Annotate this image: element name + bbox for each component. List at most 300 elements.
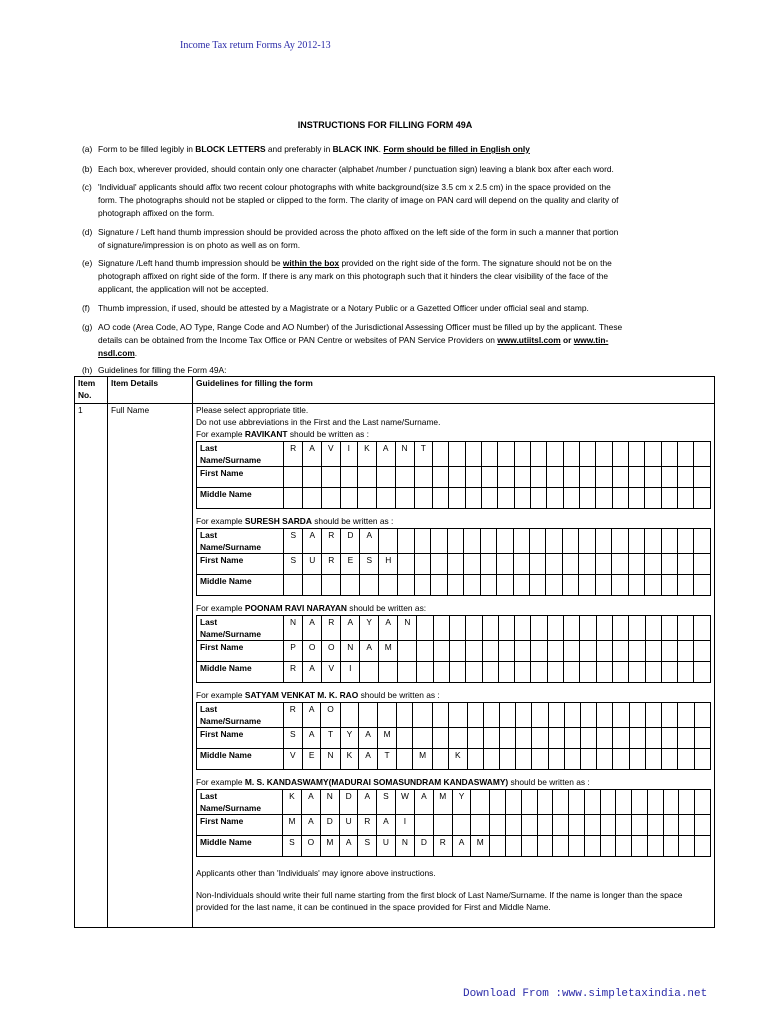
grid-cell: [414, 467, 433, 488]
grid-cell: [600, 790, 616, 815]
grid-cell: [465, 442, 481, 467]
grid-cell: O: [301, 836, 320, 857]
instruction-d: (d) Signature / Left hand thumb impression should be provided across the photo affixed on the left side of the form in such a manner that portion of signature/impression is on photo as well as on form.: [82, 227, 619, 250]
grid-label-last: Last Name/Surname: [197, 529, 284, 554]
grid-cell: [506, 815, 522, 836]
grid-cell: [537, 836, 553, 857]
grid-cell: [432, 703, 448, 728]
grid-cell: [447, 529, 463, 554]
grid-cell: [563, 467, 579, 488]
grid-cell: [500, 703, 516, 728]
grid-cell: [645, 641, 661, 662]
grid-cell: A: [303, 529, 322, 554]
grid-cell: [548, 728, 564, 749]
example-intro: For example SURESH SARDA should be written as :: [196, 516, 394, 526]
grid-label-middle: Middle Name: [197, 662, 284, 683]
grid-row-middle: [197, 749, 711, 770]
grid-cell: [569, 815, 585, 836]
grid-cell: [661, 529, 677, 554]
grid-cell: [322, 575, 341, 596]
grid-cell: [471, 815, 490, 836]
grid-cell: U: [377, 836, 396, 857]
grid-cell: T: [414, 442, 433, 467]
grid-cell: [303, 488, 322, 509]
grid-cell: [417, 616, 433, 641]
grid-cell: [498, 442, 514, 467]
grid-row-first: [197, 467, 711, 488]
grid-cell: [449, 467, 465, 488]
grid-cell: [466, 662, 482, 683]
grid-cell: A: [358, 790, 377, 815]
grid-cell: K: [340, 749, 359, 770]
grid-cell: [531, 467, 547, 488]
grid-cell: [464, 554, 480, 575]
grid-cell: [303, 575, 322, 596]
grid-label-middle: Middle Name: [197, 575, 284, 596]
grid-cell: V: [321, 442, 340, 467]
grid-cell: [584, 836, 600, 857]
grid-cell: [482, 467, 498, 488]
grid-cell: [433, 488, 449, 509]
grid-cell: [480, 575, 496, 596]
grid-cell: [448, 703, 467, 728]
grid-cell: R: [284, 662, 303, 683]
examples: [196, 428, 711, 857]
grid-label-first: First Name: [197, 554, 284, 575]
grid-cell: [449, 641, 465, 662]
grid-cell: [645, 749, 661, 770]
example-intro: For example POONAM RAVI NARAYAN should be written as:: [196, 603, 427, 613]
grid-cell: K: [358, 442, 377, 467]
grid-cell: [417, 641, 433, 662]
grid-cell: [497, 554, 513, 575]
grid-cell: [629, 703, 645, 728]
grid-cell: [596, 616, 612, 641]
grid-cell: [498, 467, 514, 488]
grid-cell: A: [303, 616, 322, 641]
grid-cell: O: [303, 641, 322, 662]
grid-cell: [662, 749, 678, 770]
grid-cell: [597, 703, 613, 728]
grid-cell: [581, 749, 597, 770]
grid-cell: A: [360, 529, 379, 554]
grid-cell: [431, 554, 447, 575]
grid-cell: N: [395, 442, 414, 467]
grid-cell: K: [282, 790, 301, 815]
grid-cell: [678, 641, 694, 662]
grid-cell: [433, 641, 449, 662]
grid-cell: R: [322, 529, 341, 554]
grid-cell: [596, 662, 612, 683]
grid-cell: [612, 529, 628, 554]
grid-cell: [513, 529, 529, 554]
grid-cell: [678, 662, 694, 683]
grid-cell: [466, 616, 482, 641]
example-name-grid: [196, 441, 711, 509]
grid-cell: [546, 575, 562, 596]
grid-cell: [480, 529, 496, 554]
grid-cell: [358, 488, 377, 509]
grid-cell: P: [284, 641, 303, 662]
grid-cell: [600, 836, 616, 857]
instruction-h: (h) Guidelines for filling the Form 49A:: [82, 365, 227, 375]
grid-row-last: [197, 529, 711, 554]
grid-cell: [616, 790, 632, 815]
grid-cell: [464, 575, 480, 596]
grid-cell: [628, 529, 644, 554]
grid-cell: [678, 442, 694, 467]
grid-cell: [694, 641, 711, 662]
grid-label-middle: Middle Name: [197, 749, 284, 770]
table-row: [75, 404, 715, 928]
tin-nsdl-link[interactable]: www.tin-: [573, 335, 609, 345]
grid-cell: [597, 728, 613, 749]
grid-cell: [500, 749, 516, 770]
grid-cell: [678, 488, 694, 509]
grid-cell: [645, 467, 661, 488]
grid-cell: [580, 662, 596, 683]
grid-cell: [490, 836, 506, 857]
grid-cell: [663, 790, 679, 815]
grid-cell: K: [448, 749, 467, 770]
grid-cell: [679, 836, 695, 857]
col-item-details: Item Details: [108, 377, 193, 404]
grid-cell: A: [376, 442, 395, 467]
grid-cell: [464, 529, 480, 554]
grid-cell: [531, 662, 547, 683]
utiitsl-link[interactable]: www.utiitsl.com: [497, 335, 561, 345]
grid-cell: [431, 575, 447, 596]
grid-cell: A: [377, 815, 396, 836]
grid-cell: [449, 662, 465, 683]
grid-cell: [678, 616, 694, 641]
grid-cell: [433, 662, 449, 683]
grid-cell: [376, 488, 395, 509]
grid-cell: [584, 790, 600, 815]
grid-label-last: Last Name/Surname: [197, 616, 284, 641]
grid-cell: [661, 616, 677, 641]
grid-cell: [581, 703, 597, 728]
grid-cell: [564, 641, 580, 662]
page-title: INSTRUCTIONS FOR FILLING FORM 49A: [297, 120, 473, 130]
grid-cell: [632, 836, 648, 857]
grid-cell: [694, 703, 711, 728]
grid-cell: [629, 749, 645, 770]
grid-cell: [564, 616, 580, 641]
grid-cell: [497, 575, 513, 596]
grid-cell: [678, 529, 694, 554]
grid-cell: N: [395, 836, 414, 857]
grid-cell: [466, 641, 482, 662]
grid-cell: [661, 575, 677, 596]
grid-cell: [513, 554, 529, 575]
grid-cell: R: [284, 442, 303, 467]
grid-cell: A: [359, 728, 378, 749]
grid-cell: [645, 529, 661, 554]
grid-cell: [678, 554, 694, 575]
grid-cell: [662, 703, 678, 728]
grid-cell: [515, 641, 531, 662]
grid-cell: [413, 703, 432, 728]
grid-cell: H: [379, 554, 398, 575]
grid-cell: A: [341, 616, 360, 641]
footer-download-link[interactable]: Download From :www.simpletaxindia.net: [463, 988, 708, 1000]
grid-cell: [321, 467, 340, 488]
grid-cell: D: [320, 815, 339, 836]
grid-cell: [482, 662, 498, 683]
grid-cell: [694, 554, 711, 575]
grid-cell: [580, 488, 596, 509]
grid-cell: [449, 616, 465, 641]
grid-cell: [581, 728, 597, 749]
grid-cell: M: [413, 749, 432, 770]
grid-cell: [480, 554, 496, 575]
grid-cell: [377, 703, 396, 728]
grid-cell: A: [301, 815, 320, 836]
grid-cell: A: [359, 749, 378, 770]
grid-cell: [596, 467, 612, 488]
grid-cell: [694, 467, 711, 488]
grid-cell: [358, 467, 377, 488]
grid-cell: [398, 529, 414, 554]
grid-cell: R: [322, 554, 341, 575]
grid-cell: [663, 836, 679, 857]
grid-cell: [579, 554, 595, 575]
grid-cell: [678, 728, 694, 749]
grid-cell: R: [433, 836, 452, 857]
grid-cell: [414, 554, 430, 575]
grid-cell: [482, 442, 498, 467]
grid-cell: [341, 575, 360, 596]
grid-cell: [417, 662, 433, 683]
grid-cell: R: [283, 703, 302, 728]
grid-label-first: First Name: [197, 641, 284, 662]
grid-cell: [303, 467, 322, 488]
grid-cell: [584, 815, 600, 836]
grid-cell: [612, 575, 628, 596]
grid-cell: A: [302, 703, 321, 728]
grid-cell: [612, 641, 628, 662]
col-guidelines: Guidelines for filling the form: [193, 377, 715, 404]
grid-cell: [498, 616, 514, 641]
grid-cell: [645, 728, 661, 749]
grid-cell: [376, 467, 395, 488]
grid-cell: [596, 488, 612, 509]
grid-cell: [483, 703, 499, 728]
grid-cell: [612, 467, 628, 488]
grid-row-middle: [197, 575, 711, 596]
grid-cell: [359, 703, 378, 728]
grid-cell: W: [395, 790, 414, 815]
grid-cell: [662, 728, 678, 749]
guideline-line: Please select appropriate title.: [196, 405, 309, 415]
grid-row-first: [197, 728, 711, 749]
grid-cell: R: [358, 815, 377, 836]
grid-cell: [547, 641, 563, 662]
grid-cell: [529, 529, 545, 554]
grid-cell: [661, 554, 677, 575]
grid-cell: [471, 790, 490, 815]
grid-cell: [547, 467, 563, 488]
grid-cell: [564, 728, 580, 749]
grid-cell: [548, 749, 564, 770]
grid-cell: M: [320, 836, 339, 857]
grid-cell: [490, 815, 506, 836]
grid-cell: D: [339, 790, 358, 815]
grid-cell: [414, 529, 430, 554]
instruction-b: (b) Each box, wherever provided, should contain only one character (alphabet /number / punctuation sign) leaving a blank box after each word.: [82, 164, 614, 174]
grid-cell: [547, 488, 563, 509]
grid-cell: [532, 749, 548, 770]
grid-cell: M: [433, 790, 452, 815]
grid-cell: S: [284, 529, 303, 554]
grid-cell: [546, 529, 562, 554]
grid-cell: [379, 662, 398, 683]
grid-cell: A: [360, 641, 379, 662]
grid-cell: [448, 728, 467, 749]
grid-cell: [482, 616, 498, 641]
grid-cell: [595, 529, 611, 554]
grid-row-middle: [197, 662, 711, 683]
grid-cell: [498, 662, 514, 683]
guideline-line: Do not use abbreviations in the First and the Last name/Surname.: [196, 417, 441, 427]
grid-cell: [516, 728, 532, 749]
grid-cell: [647, 836, 663, 857]
grid-label-first: First Name: [197, 467, 284, 488]
grid-label-last: Last Name/Surname: [197, 442, 284, 467]
grid-cell: [645, 554, 661, 575]
grid-row-middle: [197, 488, 711, 509]
grid-cell: [596, 442, 612, 467]
grid-cell: [531, 641, 547, 662]
grid-cell: A: [339, 836, 358, 857]
grid-cell: [397, 728, 413, 749]
grid-cell: [661, 662, 677, 683]
grid-cell: [613, 728, 629, 749]
tin-nsdl-link-cont[interactable]: nsdl.com: [98, 348, 135, 358]
grid-cell: [432, 728, 448, 749]
grid-cell: [516, 703, 532, 728]
grid-cell: [506, 836, 522, 857]
grid-cell: [498, 488, 514, 509]
grid-cell: M: [282, 815, 301, 836]
grid-cell: [340, 703, 359, 728]
instruction-c: (c) 'Individual' applicants should affix two recent colour photographs with white background(size 3.5 cm x 2.5 cm) in the space provided on the form. The photographs should not be stapled or clipped to the form. The clarity of image on PAN card will depend on the quality and clarity of photograph affixed on the form.: [82, 182, 619, 218]
grid-cell: [284, 575, 303, 596]
grid-cell: [379, 529, 398, 554]
grid-cell: N: [341, 641, 360, 662]
grid-cell: [564, 749, 580, 770]
grid-cell: [547, 616, 563, 641]
example-name-grid: [196, 615, 711, 683]
grid-cell: [447, 575, 463, 596]
grid-cell: [632, 815, 648, 836]
grid-cell: [465, 467, 481, 488]
grid-cell: [661, 641, 677, 662]
grid-cell: [431, 529, 447, 554]
grid-cell: [498, 641, 514, 662]
grid-cell: [452, 815, 470, 836]
grid-cell: [647, 790, 663, 815]
grid-cell: A: [415, 790, 434, 815]
grid-cell: [563, 442, 579, 467]
grid-cell: T: [377, 749, 396, 770]
grid-cell: [482, 488, 498, 509]
example-block: [196, 776, 711, 857]
grid-cell: [678, 575, 694, 596]
grid-cell: [629, 467, 645, 488]
example-block: [196, 602, 711, 683]
grid-cell: [532, 703, 548, 728]
grid-cell: O: [322, 641, 341, 662]
grid-cell: D: [415, 836, 434, 857]
grid-cell: [595, 575, 611, 596]
instruction-g: (g) AO code (Area Code, AO Type, Range Code and AO Number) of the Jurisdictional Assessing Officer must be filled up by the applicant. These details can be obtained from the Income Tax Office or PAN Centre or websites of PAN Service Providers on www.utiitsl.com or www.tin- nsdl.com.: [82, 322, 623, 358]
grid-cell: [629, 442, 645, 467]
grid-label-first: First Name: [197, 728, 284, 749]
grid-cell: [695, 836, 711, 857]
grid-cell: [379, 575, 398, 596]
grid-cell: S: [360, 554, 379, 575]
grid-cell: [629, 488, 645, 509]
grid-cell: U: [339, 815, 358, 836]
grid-cell: [397, 703, 413, 728]
grid-cell: [661, 442, 677, 467]
grid-cell: [597, 749, 613, 770]
grid-cell: Y: [340, 728, 359, 749]
grid-cell: I: [395, 815, 414, 836]
grid-cell: [515, 616, 531, 641]
grid-cell: [616, 836, 632, 857]
grid-cell: [433, 442, 449, 467]
grid-cell: [514, 488, 530, 509]
grid-cell: [360, 662, 379, 683]
header-link[interactable]: Income Tax return Forms Ay 2012-13: [180, 40, 331, 51]
grid-cell: [679, 790, 695, 815]
grid-label-last: Last Name/Surname: [197, 790, 283, 815]
grid-cell: [447, 554, 463, 575]
grid-row-first: [197, 815, 711, 836]
grid-cell: [516, 749, 532, 770]
grid-cell: [497, 529, 513, 554]
grid-cell: A: [303, 662, 322, 683]
grid-cell: [695, 815, 711, 836]
grid-cell: [467, 728, 483, 749]
grid-cell: [679, 815, 695, 836]
grid-cell: [694, 749, 711, 770]
grid-cell: [397, 749, 413, 770]
grid-cell: [694, 728, 711, 749]
grid-cell: [612, 488, 628, 509]
grid-cell: V: [283, 749, 302, 770]
grid-cell: [612, 554, 628, 575]
grid-cell: [596, 641, 612, 662]
grid-cell: [433, 467, 449, 488]
grid-cell: [360, 575, 379, 596]
grid-cell: [500, 728, 516, 749]
grid-cell: [562, 529, 578, 554]
grid-cell: [532, 728, 548, 749]
grid-cell: S: [377, 790, 396, 815]
grid-cell: R: [322, 616, 341, 641]
grid-cell: [449, 488, 465, 509]
grid-cell: [694, 442, 711, 467]
col-item-no: Item No.: [75, 377, 108, 404]
grid-cell: I: [341, 662, 360, 683]
table-header: [75, 377, 715, 404]
grid-cell: [529, 554, 545, 575]
grid-cell: [694, 488, 711, 509]
